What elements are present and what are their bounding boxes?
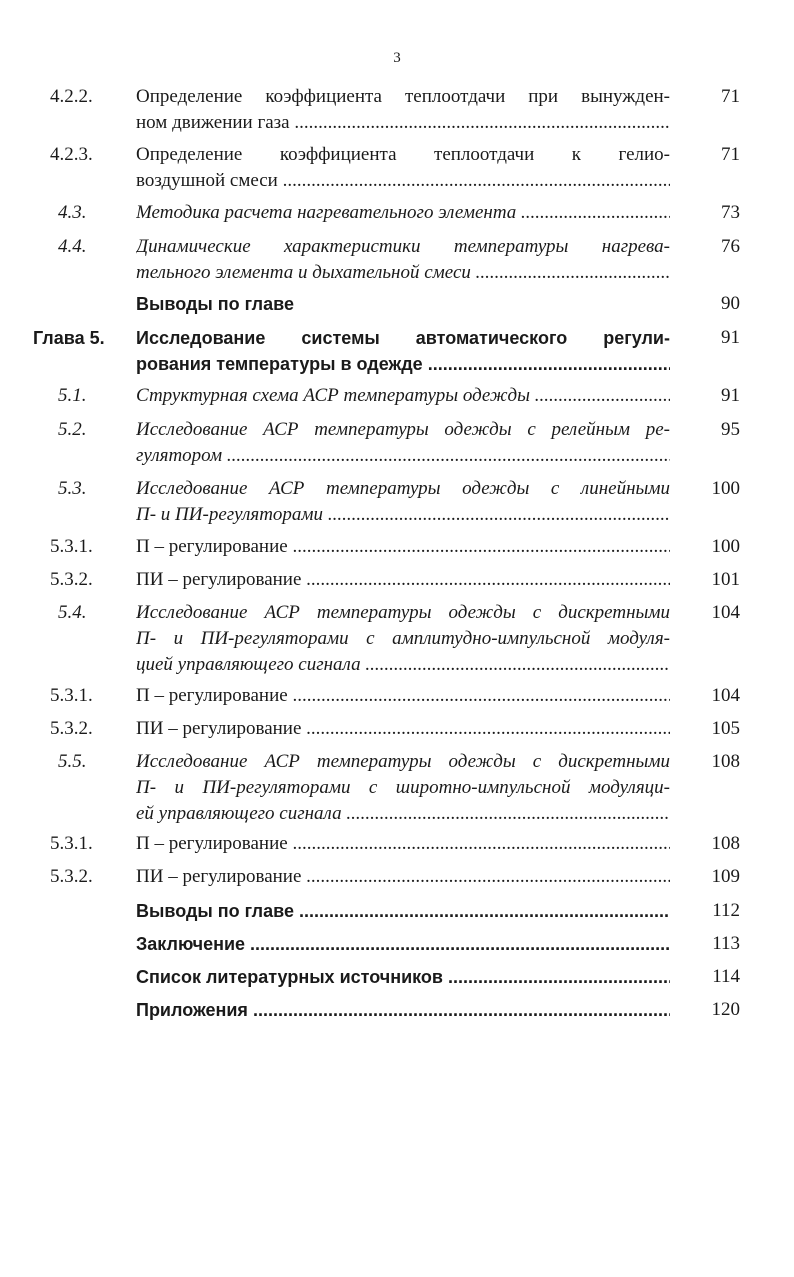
toc-entry-page: 113 xyxy=(712,933,740,954)
toc-entry-title xyxy=(136,567,670,593)
toc-entry-title-line: Приложения ..... xyxy=(136,997,670,1023)
toc-entry-title-line: ном движении газа ..... xyxy=(136,110,670,136)
toc-entry-title xyxy=(136,383,670,409)
toc-entry-title-line: воздушной смеси ..... xyxy=(136,168,670,194)
toc-entry-title-line: Выводы по главе xyxy=(136,294,294,314)
toc-entry-number: 5.3.1. xyxy=(50,833,93,854)
toc-entry-number: Глава 5. xyxy=(33,328,105,348)
page-number: 3 xyxy=(393,50,401,66)
toc-entry-page: 109 xyxy=(711,866,740,887)
toc-entry-page: 101 xyxy=(711,569,740,590)
toc-entry-title-line: тельного элемента и дыхательной смеси ..... xyxy=(136,260,670,286)
toc-entry-number: 5.3.2. xyxy=(50,569,93,590)
toc-entry-page: 95 xyxy=(721,419,740,440)
toc-entry-title-line: Исследование АСР температуры одежды с линейными xyxy=(136,478,670,499)
toc-entry-title xyxy=(136,683,670,709)
toc-entry-title xyxy=(136,234,670,286)
toc-entry-title xyxy=(136,600,670,678)
toc-entry-title-line: П- и ПИ-регуляторами ..... xyxy=(136,502,670,528)
toc-entry-title-line: Динамические характеристики температуры нагрева- xyxy=(136,236,670,257)
toc-entry-page: 108 xyxy=(711,751,740,772)
toc-entry-title xyxy=(136,291,670,317)
toc-entry-page: 120 xyxy=(711,999,740,1020)
toc-entry-title-line: П- и ПИ-регуляторами с амплитудно-импульсной модуля- xyxy=(136,628,670,649)
toc-entry-number: 5.4. xyxy=(58,602,87,623)
toc-entry-page: 91 xyxy=(721,327,740,348)
toc-entry-title-line: ПИ – регулирование ..... xyxy=(136,716,670,742)
toc-entry-number: 5.1. xyxy=(58,385,87,406)
toc-entry-title xyxy=(136,534,670,560)
toc-entry-page: 76 xyxy=(721,236,740,257)
toc-entry-title-line: П- и ПИ-регуляторами с широтно-импульсной модуляци- xyxy=(136,777,670,798)
toc-entry-number: 4.4. xyxy=(58,236,87,257)
toc-entry-number: 5.5. xyxy=(58,751,87,772)
toc-entry-title-line: Исследование АСР температуры одежды с релейным ре- xyxy=(136,419,670,440)
toc-entry-title-line: Исследование АСР температуры одежды с дискретными xyxy=(136,602,670,623)
toc-entry-page: 73 xyxy=(721,202,740,223)
toc-entry-page: 100 xyxy=(711,478,740,499)
toc-entry-page: 105 xyxy=(711,718,740,739)
toc-entry-title xyxy=(136,200,670,226)
toc-entry-title xyxy=(136,749,670,827)
toc-entry-page: 104 xyxy=(711,685,740,706)
toc-entry-title-line: Выводы по главе ..... xyxy=(136,898,670,924)
toc-entry-title-line: Исследование АСР температуры одежды с дискретными xyxy=(136,751,670,772)
toc-entry-title xyxy=(136,417,670,469)
toc-entry-page: 108 xyxy=(711,833,740,854)
toc-entry-page: 71 xyxy=(721,86,740,107)
toc-entry-number: 5.2. xyxy=(58,419,87,440)
toc-entry-title xyxy=(136,997,670,1023)
toc-entry-title-line: рования температуры в одежде ..... xyxy=(136,351,670,377)
toc-entry-title-line: цией управляющего сигнала ..... xyxy=(136,652,670,678)
toc-entry-title xyxy=(136,964,670,990)
toc-entry-number: 5.3.1. xyxy=(50,685,93,706)
toc-entry-title-line: Список литературных источников ..... xyxy=(136,964,670,990)
toc-entry-title-line: Методика расчета нагревательного элемента ..... xyxy=(136,200,670,226)
toc-entry-page: 104 xyxy=(711,602,740,623)
toc-entry-number: 4.2.2. xyxy=(50,86,93,107)
toc-entry-page: 90 xyxy=(721,293,740,314)
toc-entry-title xyxy=(136,84,670,136)
toc-entry-title xyxy=(136,142,670,194)
toc-entry-title-line: ей управляющего сигнала ..... xyxy=(136,801,670,827)
toc-entry-number: 4.3. xyxy=(58,202,87,223)
toc-entry-title-line: Исследование системы автоматического регули- xyxy=(136,328,670,348)
toc-entry-number: 5.3.1. xyxy=(50,536,93,557)
toc-entry-title xyxy=(136,476,670,528)
toc-entry-title xyxy=(136,898,670,924)
toc-entry-number: 5.3.2. xyxy=(50,866,93,887)
toc-entry-page: 100 xyxy=(711,536,740,557)
toc-entry-title-line: ПИ – регулирование ..... xyxy=(136,567,670,593)
toc-entry-title-line: П – регулирование ..... xyxy=(136,534,670,560)
toc-entry-title-line: П – регулирование ..... xyxy=(136,683,670,709)
toc-entry-number: 5.3.2. xyxy=(50,718,93,739)
toc-entry-page: 71 xyxy=(721,144,740,165)
toc-entry-title-line: гулятором ..... xyxy=(136,443,670,469)
toc-entry-title-line: Определение коэффициента теплоотдачи к гелио- xyxy=(136,144,670,165)
toc-entry-title-line: Структурная схема АСР температуры одежды ..... xyxy=(136,383,670,409)
toc-entry-page: 112 xyxy=(712,900,740,921)
toc-entry-number: 4.2.3. xyxy=(50,144,93,165)
toc-entry-page: 91 xyxy=(721,385,740,406)
toc-entry-page: 114 xyxy=(712,966,740,987)
toc-entry-title xyxy=(136,325,670,377)
toc-entry-title xyxy=(136,831,670,857)
toc-entry-title-line: Заключение ..... xyxy=(136,931,670,957)
toc-entry-title xyxy=(136,864,670,890)
toc-entry-title-line: ПИ – регулирование ..... xyxy=(136,864,670,890)
toc-entry-title xyxy=(136,931,670,957)
toc-entry-title xyxy=(136,716,670,742)
toc-entry-title-line: П – регулирование ..... xyxy=(136,831,670,857)
toc-entry-number: 5.3. xyxy=(58,478,87,499)
toc-entry-title-line: Определение коэффициента теплоотдачи при вынужден- xyxy=(136,86,670,107)
